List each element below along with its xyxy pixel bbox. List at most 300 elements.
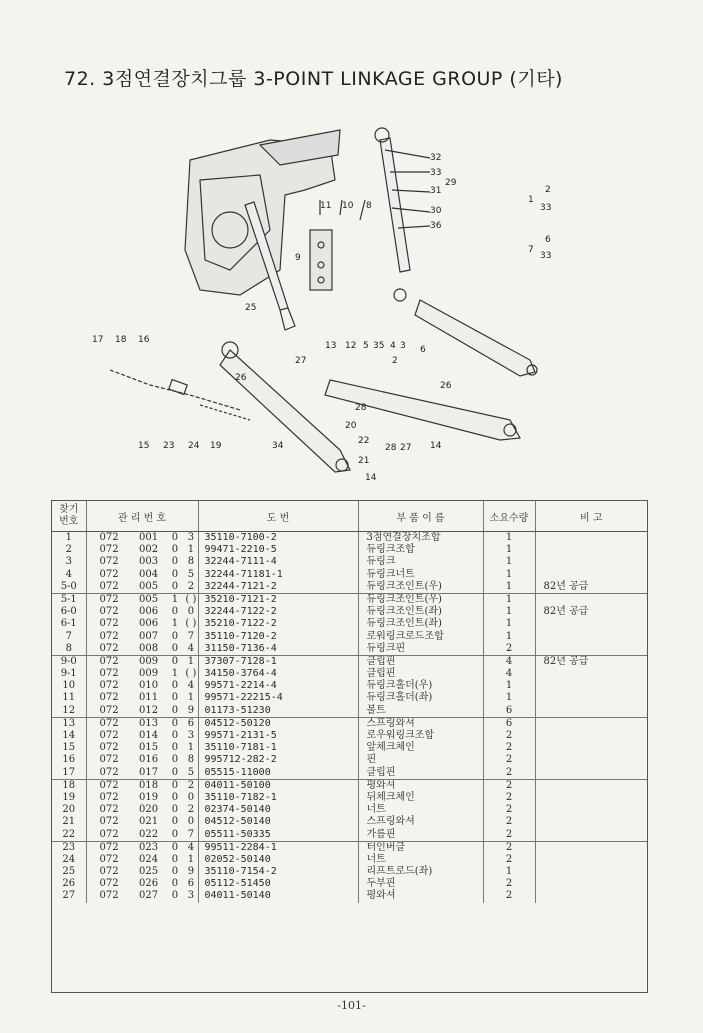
mgmt-no bbox=[87, 792, 198, 804]
remark bbox=[544, 532, 648, 544]
remark bbox=[544, 730, 648, 742]
part-name-cell bbox=[358, 655, 483, 717]
part-name-cell bbox=[358, 779, 483, 841]
ref-no: 15 bbox=[62, 742, 76, 754]
mgmt-no-m4: 5 bbox=[187, 766, 195, 778]
mgmt-no-m4: ( ) bbox=[185, 668, 197, 680]
svg-text:22: 22 bbox=[358, 436, 370, 446]
part-no: 35210-7121-2 bbox=[204, 593, 277, 605]
ref-no: 9-0 bbox=[60, 655, 77, 667]
mgmt-no-m1: 072 bbox=[99, 766, 119, 778]
parts-table bbox=[51, 500, 648, 993]
ref-no: 17 bbox=[62, 766, 76, 778]
mgmt-no bbox=[87, 842, 198, 854]
svg-text:27: 27 bbox=[400, 443, 412, 453]
mgmt-no-m3: 1 bbox=[171, 593, 179, 605]
mgmt-no-m3: 0 bbox=[171, 866, 179, 878]
mgmt-no-m4: 2 bbox=[187, 804, 195, 816]
mgmt-no-m2: 018 bbox=[139, 779, 159, 791]
svg-text:6: 6 bbox=[545, 235, 551, 245]
ref-no: 6-1 bbox=[60, 618, 77, 630]
mgmt-no-m2: 009 bbox=[139, 655, 159, 667]
remark bbox=[544, 594, 648, 606]
part-name: 뒤체크체인 bbox=[366, 791, 415, 803]
table-header-row bbox=[52, 501, 647, 532]
qty: 1 bbox=[505, 593, 513, 605]
svg-text:35: 35 bbox=[373, 341, 385, 351]
qty: 2 bbox=[505, 841, 513, 853]
qty: 2 bbox=[505, 730, 513, 741]
part-name: 듀링크 bbox=[366, 556, 396, 568]
mgmt-no-m4: 6 bbox=[187, 717, 195, 729]
part-name: 앞체크체인 bbox=[366, 742, 415, 754]
mgmt-no-m3: 0 bbox=[171, 890, 179, 902]
mgmt-no-m2: 015 bbox=[139, 742, 159, 754]
svg-text:33: 33 bbox=[430, 168, 442, 178]
mgmt-no-cell bbox=[86, 717, 198, 779]
mgmt-no-m4: 9 bbox=[187, 704, 195, 716]
qty: 1 bbox=[505, 630, 513, 642]
header-mgmt-no: 관 리 번 호 bbox=[86, 501, 198, 532]
mgmt-no bbox=[87, 767, 198, 779]
part-name: 핀 bbox=[366, 754, 377, 766]
mgmt-no-m4: 4 bbox=[187, 642, 195, 654]
mgmt-no bbox=[87, 692, 198, 704]
mgmt-no-m1: 072 bbox=[99, 742, 119, 754]
part-no: 34150-3764-4 bbox=[204, 668, 277, 680]
svg-text:28: 28 bbox=[355, 403, 367, 413]
mgmt-no-m4: 0 bbox=[187, 606, 195, 618]
ref-no: 22 bbox=[62, 828, 76, 840]
ref-no: 10 bbox=[62, 680, 76, 692]
mgmt-no-m2: 016 bbox=[139, 754, 159, 766]
part-name: 듀링크홀더(좌) bbox=[366, 692, 433, 704]
remarks-cell bbox=[535, 532, 647, 594]
page-title: 72. 3점연결장치그룹 3-POINT LINKAGE GROUP (기타) bbox=[64, 68, 563, 90]
qty: 1 bbox=[505, 532, 513, 543]
mgmt-no-m1: 072 bbox=[99, 804, 119, 816]
part-name: 듀링크홀더(우) bbox=[366, 680, 433, 692]
mgmt-no bbox=[87, 829, 198, 841]
mgmt-no-m1: 072 bbox=[99, 606, 119, 618]
part-name: 평와셔 bbox=[366, 779, 396, 791]
mgmt-no-m2: 021 bbox=[139, 816, 159, 828]
remark: 82년 공급 bbox=[543, 606, 589, 618]
ref-no: 12 bbox=[62, 704, 76, 716]
svg-text:1: 1 bbox=[528, 195, 534, 205]
mgmt-no-m1: 072 bbox=[99, 828, 119, 840]
mgmt-no bbox=[87, 618, 198, 630]
part-no: 32244-7122-2 bbox=[204, 606, 277, 618]
ref-no: 13 bbox=[62, 717, 76, 729]
svg-text:18: 18 bbox=[115, 335, 127, 345]
mgmt-no-m4: 1 bbox=[187, 692, 195, 704]
remarks-cell bbox=[535, 841, 647, 902]
mgmt-no-m1: 072 bbox=[99, 580, 119, 592]
ref-no: 19 bbox=[62, 791, 76, 803]
qty: 1 bbox=[505, 866, 513, 878]
mgmt-no bbox=[87, 656, 198, 668]
ref-no: 18 bbox=[62, 779, 76, 791]
svg-text:28: 28 bbox=[385, 443, 397, 453]
qty: 2 bbox=[505, 878, 513, 890]
mgmt-no bbox=[87, 730, 198, 742]
qty: 1 bbox=[505, 680, 513, 692]
remark bbox=[544, 643, 648, 655]
remark bbox=[544, 842, 648, 854]
mgmt-no-m1: 072 bbox=[99, 841, 119, 853]
mgmt-no bbox=[87, 581, 198, 593]
mgmt-no-m2: 022 bbox=[139, 828, 159, 840]
mgmt-no-m2: 004 bbox=[139, 568, 159, 580]
mgmt-no-m1: 072 bbox=[99, 692, 119, 704]
qty-cell bbox=[483, 655, 535, 717]
qty: 1 bbox=[505, 580, 513, 592]
mgmt-no bbox=[87, 754, 198, 766]
mgmt-no bbox=[87, 532, 198, 544]
mgmt-no bbox=[87, 544, 198, 556]
part-name: 듀링크핀 bbox=[366, 642, 406, 654]
remark bbox=[544, 829, 648, 841]
svg-text:26: 26 bbox=[440, 381, 452, 391]
qty: 1 bbox=[505, 544, 513, 556]
mgmt-no bbox=[87, 668, 198, 680]
table-row-group bbox=[52, 655, 647, 717]
svg-text:12: 12 bbox=[345, 341, 357, 351]
remarks-cell bbox=[535, 655, 647, 717]
mgmt-no-m2: 008 bbox=[139, 642, 159, 654]
mgmt-no-m2: 009 bbox=[139, 668, 159, 680]
part-no: 37307-7128-1 bbox=[204, 655, 277, 667]
remarks-cell bbox=[535, 779, 647, 841]
part-no: 35110-7154-2 bbox=[204, 866, 277, 878]
mgmt-no-m3: 0 bbox=[171, 580, 179, 592]
mgmt-no-m3: 0 bbox=[171, 532, 179, 543]
part-name: 리프트로드(좌) bbox=[366, 866, 433, 878]
mgmt-no-cell bbox=[86, 779, 198, 841]
mgmt-no-m4: 0 bbox=[187, 816, 195, 828]
svg-text:24: 24 bbox=[188, 441, 200, 451]
mgmt-no-m3: 0 bbox=[171, 556, 179, 568]
mgmt-no bbox=[87, 816, 198, 828]
svg-text:32: 32 bbox=[430, 153, 442, 163]
part-no: 99471-2210-5 bbox=[204, 544, 277, 556]
remark bbox=[544, 804, 648, 816]
part-no: 35110-7120-2 bbox=[204, 630, 277, 642]
remark bbox=[544, 878, 648, 890]
table-row-group bbox=[52, 841, 647, 902]
mgmt-no-m3: 0 bbox=[171, 568, 179, 580]
mgmt-no-m1: 072 bbox=[99, 717, 119, 729]
part-name: 가름핀 bbox=[366, 828, 396, 840]
svg-text:29: 29 bbox=[445, 178, 457, 188]
mgmt-no-m1: 072 bbox=[99, 853, 119, 865]
part-no: 99571-2131-5 bbox=[204, 730, 277, 741]
mgmt-no-m1: 072 bbox=[99, 668, 119, 680]
svg-text:7: 7 bbox=[528, 245, 534, 255]
part-name: 평와셔 bbox=[366, 890, 396, 902]
part-name: 너트 bbox=[366, 853, 386, 865]
remark bbox=[544, 890, 648, 902]
mgmt-no bbox=[87, 780, 198, 792]
mgmt-no bbox=[87, 890, 198, 902]
remark bbox=[544, 742, 648, 754]
mgmt-no-m1: 072 bbox=[99, 779, 119, 791]
mgmt-no-m4: ( ) bbox=[185, 618, 197, 630]
mgmt-no-m2: 006 bbox=[139, 606, 159, 618]
remark bbox=[544, 767, 648, 779]
ref-no: 9-1 bbox=[60, 668, 77, 680]
svg-text:26: 26 bbox=[235, 373, 247, 383]
qty-cell bbox=[483, 593, 535, 655]
mgmt-no-m1: 072 bbox=[99, 878, 119, 890]
part-name: 듀링크조인트(우) bbox=[366, 580, 442, 592]
part-no: 04011-50100 bbox=[204, 779, 271, 791]
exploded-parts-diagram bbox=[80, 120, 580, 485]
qty: 2 bbox=[505, 791, 513, 803]
qty: 6 bbox=[505, 717, 513, 729]
part-name-cell bbox=[358, 841, 483, 902]
mgmt-no bbox=[87, 705, 198, 717]
mgmt-no-m2: 026 bbox=[139, 878, 159, 890]
mgmt-no-m3: 0 bbox=[171, 828, 179, 840]
part-no: 01173-51230 bbox=[204, 704, 271, 716]
header-remarks: 비 고 bbox=[535, 501, 647, 532]
ref-no: 14 bbox=[62, 730, 76, 741]
mgmt-no-m1: 072 bbox=[99, 704, 119, 716]
header-part-name: 부 품 이 름 bbox=[358, 501, 483, 532]
qty-cell bbox=[483, 841, 535, 902]
qty: 2 bbox=[505, 890, 513, 902]
mgmt-no-m1: 072 bbox=[99, 816, 119, 828]
table-row-group bbox=[52, 717, 647, 779]
table-row-group bbox=[52, 779, 647, 841]
qty: 6 bbox=[505, 704, 513, 716]
part-no: 99571-2214-4 bbox=[204, 680, 277, 692]
mgmt-no-m4: 3 bbox=[187, 890, 195, 902]
mgmt-no-m1: 072 bbox=[99, 556, 119, 568]
mgmt-no bbox=[87, 866, 198, 878]
remark bbox=[544, 718, 648, 730]
mgmt-no-cell bbox=[86, 841, 198, 902]
mgmt-no-m4: 3 bbox=[187, 730, 195, 741]
ref-no: 23 bbox=[62, 841, 76, 853]
mgmt-no-m3: 0 bbox=[171, 642, 179, 654]
ref-no: 8 bbox=[65, 642, 72, 654]
part-no: 05511-50335 bbox=[204, 828, 271, 840]
mgmt-no bbox=[87, 854, 198, 866]
mgmt-no-m4: ( ) bbox=[185, 593, 197, 605]
svg-text:15: 15 bbox=[138, 441, 150, 451]
remark bbox=[544, 792, 648, 804]
table-row-group bbox=[52, 532, 647, 594]
mgmt-no-cell bbox=[86, 532, 198, 594]
part-no: 31150-7136-4 bbox=[204, 642, 277, 654]
mgmt-no-m4: 4 bbox=[187, 841, 195, 853]
mgmt-no-m1: 072 bbox=[99, 618, 119, 630]
part-name: 듀링크조인트(우) bbox=[366, 593, 442, 605]
ref-no: 24 bbox=[62, 853, 76, 865]
part-no: 04512-50120 bbox=[204, 717, 271, 729]
mgmt-no-m2: 005 bbox=[139, 580, 159, 592]
mgmt-no-m4: 1 bbox=[187, 853, 195, 865]
ref-no: 11 bbox=[62, 692, 76, 704]
part-no-cell bbox=[198, 779, 358, 841]
ref-no: 7 bbox=[65, 630, 72, 642]
mgmt-no bbox=[87, 643, 198, 655]
part-name: 두부핀 bbox=[366, 878, 396, 890]
svg-text:17: 17 bbox=[92, 335, 104, 345]
part-no: 32244-7111-4 bbox=[204, 556, 277, 568]
qty: 1 bbox=[505, 556, 513, 568]
mgmt-no-m3: 0 bbox=[171, 816, 179, 828]
part-no: 02052-50140 bbox=[204, 853, 271, 865]
remark bbox=[544, 556, 648, 568]
mgmt-no bbox=[87, 718, 198, 730]
part-name-cell bbox=[358, 593, 483, 655]
svg-text:3: 3 bbox=[400, 341, 406, 351]
part-name: 클립핀 bbox=[366, 668, 396, 680]
mgmt-no-m4: 1 bbox=[187, 655, 195, 667]
svg-text:23: 23 bbox=[163, 441, 175, 451]
mgmt-no-m3: 1 bbox=[171, 618, 179, 630]
mgmt-no-m2: 002 bbox=[139, 544, 159, 556]
mgmt-no-m2: 023 bbox=[139, 841, 159, 853]
part-no: 995712-282-2 bbox=[204, 754, 277, 766]
mgmt-no-m2: 020 bbox=[139, 804, 159, 816]
part-no: 05515-11000 bbox=[204, 766, 271, 778]
qty-cell bbox=[483, 717, 535, 779]
mgmt-no-m2: 012 bbox=[139, 704, 159, 716]
mgmt-no-m3: 0 bbox=[171, 544, 179, 556]
part-name: 듀링크너트 bbox=[366, 568, 415, 580]
mgmt-no bbox=[87, 631, 198, 643]
remark bbox=[544, 692, 648, 704]
mgmt-no-m4: 1 bbox=[187, 742, 195, 754]
svg-text:6: 6 bbox=[420, 345, 426, 355]
mgmt-no-m3: 0 bbox=[171, 630, 179, 642]
mgmt-no bbox=[87, 606, 198, 618]
mgmt-no-m2: 003 bbox=[139, 556, 159, 568]
qty: 2 bbox=[505, 642, 513, 654]
mgmt-no-m3: 0 bbox=[171, 742, 179, 754]
ref-no-cell bbox=[52, 593, 86, 655]
remark bbox=[544, 866, 648, 878]
remark bbox=[544, 754, 648, 766]
ref-no: 1 bbox=[65, 532, 72, 543]
part-no-cell bbox=[198, 532, 358, 594]
mgmt-no-m2: 006 bbox=[139, 618, 159, 630]
svg-text:2: 2 bbox=[545, 185, 551, 195]
qty: 2 bbox=[505, 754, 513, 766]
part-no: 99511-2284-1 bbox=[204, 841, 277, 853]
ref-no: 16 bbox=[62, 754, 76, 766]
mgmt-no-m4: 7 bbox=[187, 630, 195, 642]
table-row-group bbox=[52, 593, 647, 655]
ref-no: 26 bbox=[62, 878, 76, 890]
mgmt-no-m3: 0 bbox=[171, 766, 179, 778]
part-name: 클립핀 bbox=[366, 655, 396, 667]
remark bbox=[544, 544, 648, 556]
mgmt-no-m2: 017 bbox=[139, 766, 159, 778]
mgmt-no-m4: 0 bbox=[187, 791, 195, 803]
svg-text:31: 31 bbox=[430, 186, 442, 196]
ref-no: 3 bbox=[65, 556, 72, 568]
part-no: 35210-7122-2 bbox=[204, 618, 277, 630]
svg-text:21: 21 bbox=[358, 456, 370, 466]
mgmt-no-m1: 072 bbox=[99, 890, 119, 902]
remark bbox=[544, 854, 648, 866]
mgmt-no-m2: 019 bbox=[139, 791, 159, 803]
qty: 2 bbox=[505, 816, 513, 828]
part-no: 99571-22215-4 bbox=[204, 692, 283, 704]
remark: 82년 공급 bbox=[543, 655, 589, 667]
mgmt-no-m4: 8 bbox=[187, 754, 195, 766]
remark bbox=[544, 680, 648, 692]
qty: 1 bbox=[505, 618, 513, 630]
mgmt-no-m1: 072 bbox=[99, 630, 119, 642]
svg-text:27: 27 bbox=[295, 356, 307, 366]
svg-text:25: 25 bbox=[245, 303, 257, 313]
part-name: 듀링크조인트(좌) bbox=[366, 618, 442, 630]
mgmt-no-m4: 4 bbox=[187, 680, 195, 692]
mgmt-no bbox=[87, 742, 198, 754]
mgmt-no-cell bbox=[86, 655, 198, 717]
remark: 82년 공급 bbox=[543, 580, 589, 592]
header-qty: 소요수량 bbox=[483, 501, 535, 532]
header-part-no: 도 번 bbox=[198, 501, 358, 532]
qty: 1 bbox=[505, 606, 513, 618]
mgmt-no-m3: 0 bbox=[171, 779, 179, 791]
mgmt-no-m1: 072 bbox=[99, 593, 119, 605]
svg-text:16: 16 bbox=[138, 335, 150, 345]
remark bbox=[544, 705, 648, 717]
ref-no: 4 bbox=[65, 568, 72, 580]
part-name: 클립핀 bbox=[366, 766, 396, 778]
mgmt-no-m1: 072 bbox=[99, 866, 119, 878]
svg-text:19: 19 bbox=[210, 441, 222, 451]
mgmt-no-m1: 072 bbox=[99, 680, 119, 692]
part-no: 32244-7121-2 bbox=[204, 580, 277, 592]
mgmt-no-m1: 072 bbox=[99, 544, 119, 556]
svg-text:5: 5 bbox=[363, 341, 369, 351]
mgmt-no-m3: 0 bbox=[171, 853, 179, 865]
mgmt-no-m3: 0 bbox=[171, 878, 179, 890]
mgmt-no-m4: 6 bbox=[187, 878, 195, 890]
qty: 2 bbox=[505, 779, 513, 791]
qty: 2 bbox=[505, 742, 513, 754]
part-name: 로워링크로드조합 bbox=[366, 630, 444, 642]
part-no: 35110-7100-2 bbox=[204, 532, 277, 543]
part-name: 터인버클 bbox=[366, 841, 406, 853]
mgmt-no-m3: 0 bbox=[171, 606, 179, 618]
part-name: 3점연결장치조합 bbox=[366, 532, 441, 543]
qty: 1 bbox=[505, 692, 513, 704]
mgmt-no-m4: 9 bbox=[187, 866, 195, 878]
svg-text:20: 20 bbox=[345, 421, 357, 431]
mgmt-no bbox=[87, 878, 198, 890]
mgmt-no-m2: 013 bbox=[139, 717, 159, 729]
part-name: 듀링크조합 bbox=[366, 544, 415, 556]
qty: 2 bbox=[505, 853, 513, 865]
mgmt-no-m3: 0 bbox=[171, 791, 179, 803]
part-name: 스프링와셔 bbox=[366, 717, 415, 729]
part-no: 35110-7182-1 bbox=[204, 791, 277, 803]
qty-cell bbox=[483, 779, 535, 841]
part-no: 04512-50140 bbox=[204, 816, 271, 828]
ref-no: 5-1 bbox=[60, 593, 77, 605]
part-name-cell bbox=[358, 532, 483, 594]
